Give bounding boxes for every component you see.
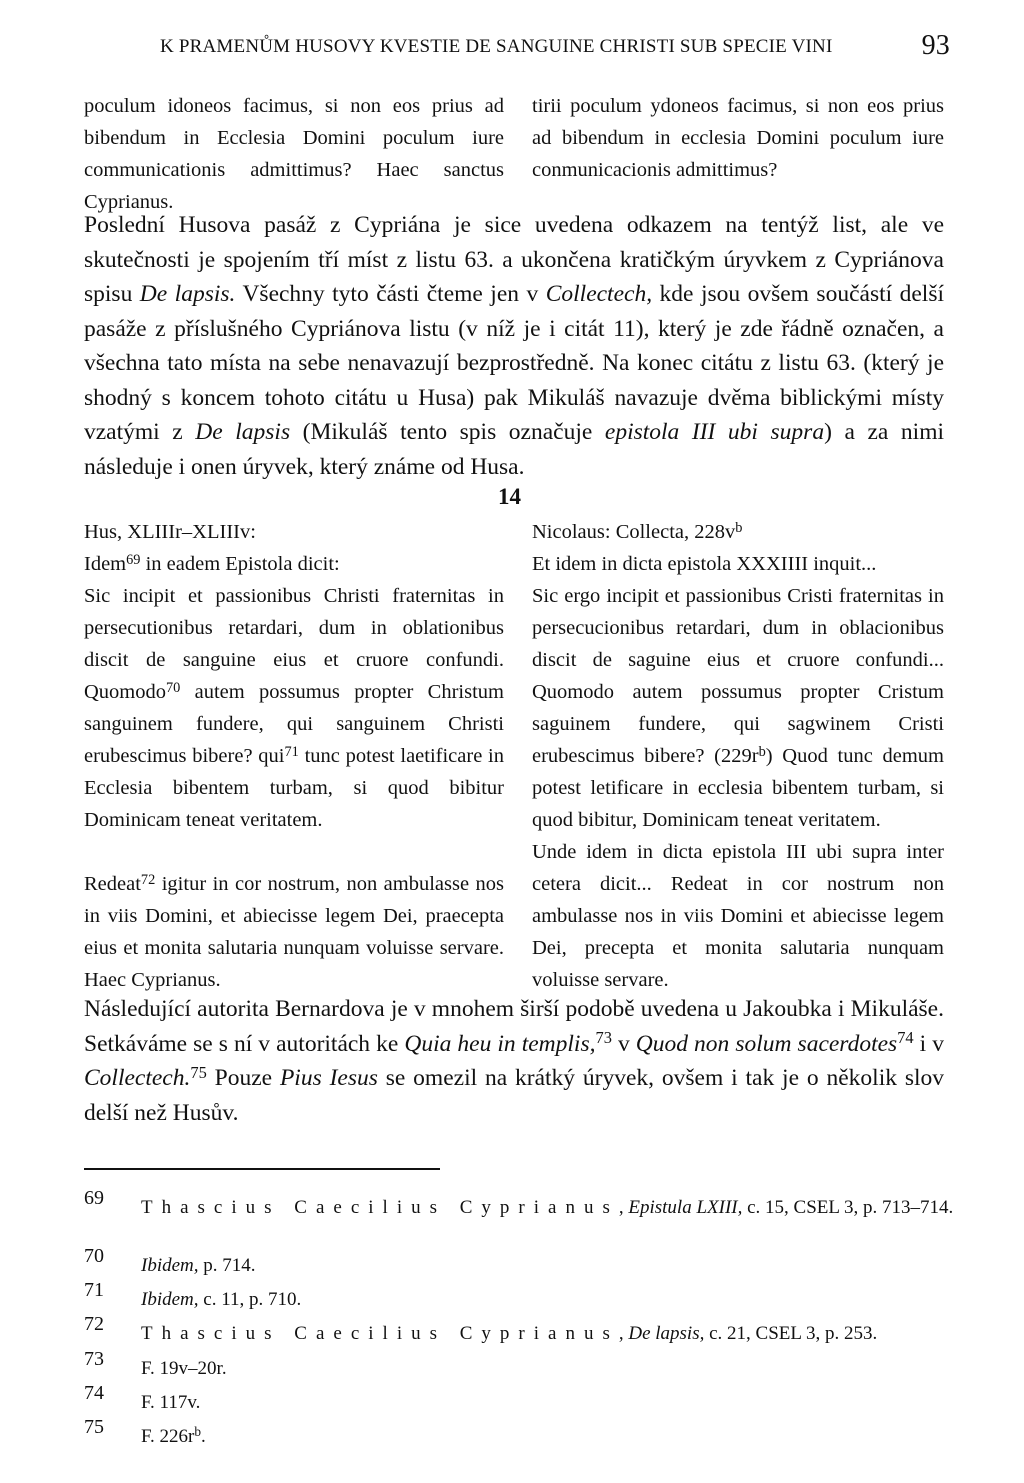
column-heading bbox=[532, 516, 944, 548]
quote-block bbox=[84, 868, 504, 996]
italic-run: Collectech, bbox=[545, 281, 653, 307]
footnote-number: 71 bbox=[84, 1279, 104, 1301]
text-run: v bbox=[611, 1030, 636, 1057]
intro-line: Et idem in dicta epistola XXXIIII inquit... bbox=[532, 553, 877, 575]
footnote-text bbox=[141, 1322, 964, 1345]
quote-text: poculum idoneos facimus, si non eos prius ad bibendum in Ecclesia Domini poculum iure communicationis admittimus? Haec sanctus Cyprianus. bbox=[84, 95, 504, 213]
italic-run: De lapsis, bbox=[628, 1323, 705, 1344]
footnote-70 bbox=[84, 1245, 964, 1277]
author-name: Thascius Caecilius Cyprianus bbox=[141, 1197, 619, 1218]
superscript: b bbox=[758, 743, 766, 760]
italic-run: Quia heu in templis, bbox=[404, 1030, 596, 1057]
footnote-ref: 75 bbox=[190, 1062, 207, 1082]
quote-block: Unde idem in dicta epistola III ubi supra inter cetera dicit... Redeat in cor nostrum non ambulasse nos in viis Domini et abiecisse legem Dei, precepta et monita salutaria nunquam voluisse servare. bbox=[532, 841, 944, 991]
footnote-text bbox=[141, 1254, 964, 1277]
column-heading: Hus, XLIIIr–XLIIIv: bbox=[84, 521, 256, 543]
paragraph-2 bbox=[84, 992, 944, 1130]
text-run: Všechny tyto části čteme jen v bbox=[235, 281, 546, 307]
text-run: , bbox=[618, 1197, 629, 1218]
italic-run: Collectech. bbox=[84, 1065, 191, 1091]
footnote-text bbox=[141, 1425, 964, 1448]
quote-block bbox=[84, 580, 504, 836]
footnote-text: F. 19v–20r. bbox=[141, 1358, 227, 1379]
author-name: Thascius Caecilius Cyprianus bbox=[141, 1323, 619, 1344]
footnote-text: F. 117v. bbox=[141, 1392, 201, 1413]
footnote-number: 72 bbox=[84, 1313, 104, 1335]
text-run: , bbox=[618, 1323, 629, 1344]
text-run: Následující autorita Bernardova je v mnohem širší podobě uvedena u Jakoubka i Mikuláše. Setkáváme se s ní v autoritách ke bbox=[84, 996, 944, 1057]
italic-run: Ibidem, bbox=[141, 1255, 199, 1276]
footnote-number: 73 bbox=[84, 1348, 104, 1370]
text-run: igitur in cor nostrum, non ambulasse nos in viis Domini, et abiecisse legem Dei, praecepta eius et monita salutaria nunquam voluisse servare. Haec Cyprianus. bbox=[84, 873, 504, 991]
text-run: c. 21, CSEL 3, p. 253. bbox=[704, 1323, 878, 1344]
running-header bbox=[160, 30, 950, 61]
footnote-number: 74 bbox=[84, 1382, 104, 1404]
superscript: b bbox=[194, 1424, 202, 1440]
text-run: Redeat bbox=[84, 873, 141, 895]
footnote-ref: 73 bbox=[595, 1028, 612, 1048]
text-run: autem possumus propter Christum sanguinem fundere, qui sanguinem Christi erubescimus bibere? qui bbox=[84, 681, 504, 767]
footnote-text bbox=[141, 1288, 964, 1311]
text-run: Idem bbox=[84, 553, 127, 575]
footnote-75 bbox=[84, 1416, 964, 1448]
right-column-nicolaus bbox=[532, 516, 944, 996]
running-title: K PRAMENŮM HUSOVY KVESTIE DE SANGUINE CHRISTI SUB SPECIE VINI bbox=[160, 36, 833, 57]
text-run: Pouze bbox=[206, 1065, 280, 1091]
footnote-text bbox=[141, 1196, 964, 1219]
italic-run: Epistula LXIII, bbox=[628, 1197, 743, 1218]
text-run: c. 11, p. 710. bbox=[198, 1289, 302, 1310]
italic-run: Pius Iesus bbox=[279, 1065, 378, 1091]
text-run: in eadem Epistola dicit: bbox=[140, 553, 340, 575]
text-run: Sic incipit et passionibus Christi fraternitas in persecutionibus retardari, dum in oblationibus discit de sanguine eius et cruore confundi. Quomodo bbox=[84, 585, 504, 703]
footnote-73 bbox=[84, 1348, 964, 1380]
italic-run: De lapsis bbox=[195, 419, 291, 445]
top-parallel-right bbox=[532, 90, 944, 186]
footnote-ref: 71 bbox=[284, 743, 299, 760]
text-run: Poslední Husova pasáž z Cypriána je sice uvedena odkazem na tentýž list, ale ve skutečnosti je spojením tří míst z listu 63. a ukončena kratičkým úryvkem z Cypriánova spisu bbox=[84, 212, 944, 307]
footnote-rule bbox=[84, 1168, 440, 1170]
italic-run: Ibidem, bbox=[141, 1289, 199, 1310]
text-run: (Mikuláš tento spis označuje bbox=[290, 419, 605, 445]
footnote-ref: 69 bbox=[126, 551, 141, 568]
left-column-hus bbox=[84, 516, 504, 996]
page-number: 93 bbox=[921, 30, 950, 61]
paragraph-1 bbox=[84, 208, 944, 484]
text-run: tunc potest laetificare in Ecclesia bibentem turbam, si quod bibitur Dominicam teneat veritatem. bbox=[84, 745, 505, 831]
footnote-number: 69 bbox=[84, 1187, 104, 1209]
footnote-number: 70 bbox=[84, 1245, 104, 1267]
italic-run: epistola III ubi supra bbox=[604, 419, 825, 445]
superscript: b bbox=[735, 519, 743, 536]
text-run: c. 15, CSEL 3, p. 713–714. bbox=[742, 1197, 954, 1218]
text-run: . bbox=[201, 1426, 206, 1447]
quote-block bbox=[532, 580, 944, 836]
footnote-74 bbox=[84, 1382, 964, 1414]
top-parallel-left bbox=[84, 90, 504, 218]
quote-text: tirii poculum ydoneos facimus, si non eos prius ad bibendum in ecclesia Domini poculum iure conmunicacionis admittimus? bbox=[532, 95, 944, 181]
text-run: ) Quod tunc demum potest letificare in ecclesia bibentem turbam, si quod bibitur, Dominicam teneat veritatem. bbox=[532, 745, 944, 831]
text-run: se omezil na krátký úryvek, ovšem i tak je o několik slov delší než Husův. bbox=[84, 1065, 945, 1126]
footnote-72 bbox=[84, 1313, 964, 1345]
footnote-69 bbox=[84, 1187, 964, 1219]
text-run: Nicolaus: Collecta, 228v bbox=[532, 521, 736, 543]
text-run: Sic ergo incipit et passionibus Cristi fraternitas in persecucionibus retardari, dum in oblacionibus discit de saguine eius et cruore confundi... Quomodo autem possumus propter Cristum saguinem fundere, qui sagwinem Cristi erubescimus bibere? (229r bbox=[532, 585, 944, 767]
section-number: 14 bbox=[498, 484, 521, 509]
footnote-ref: 74 bbox=[897, 1028, 914, 1048]
text-run: i v bbox=[913, 1030, 945, 1057]
footnote-71 bbox=[84, 1279, 964, 1311]
footnote-number: 75 bbox=[84, 1416, 104, 1438]
text-run: p. 714. bbox=[198, 1255, 256, 1276]
text-run: ) a za nimi následuje i onen úryvek, který známe od Husa. bbox=[84, 419, 944, 480]
italic-run: De lapsis. bbox=[139, 281, 236, 307]
intro-line bbox=[84, 548, 504, 580]
italic-run: Quod non solum sacerdotes bbox=[635, 1030, 898, 1057]
footnote-ref: 72 bbox=[140, 871, 156, 888]
text-run: F. 226r bbox=[141, 1426, 195, 1447]
footnote-ref: 70 bbox=[166, 679, 181, 696]
text-run: kde jsou ovšem součástí delší pasáže z příslušného Cypriánova listu (v níž je i citát 11), který je zde řádně označen, a všechna tato místa na sebe nenavazují bezprostředně. Na konec citátu z listu 63. (který je shodný s koncem tohoto citátu u Husa) pak Mikuláš navazuje dvěma biblickými místy vzatými z bbox=[84, 281, 945, 445]
